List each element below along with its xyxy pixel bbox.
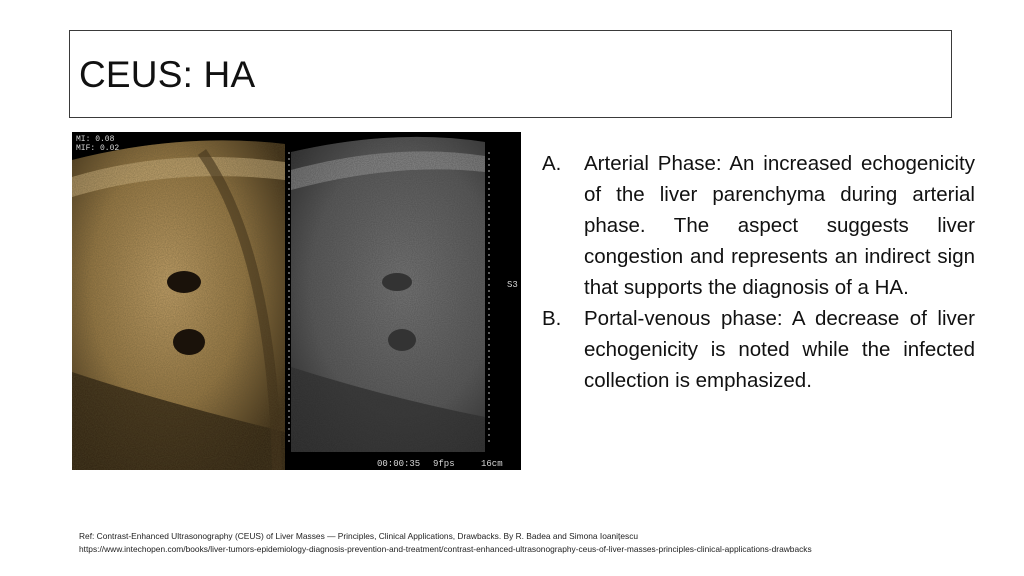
arterial-phase-pane — [72, 132, 285, 470]
reference-citation: Ref: Contrast-Enhanced Ultrasonography (CEUS) of Liver Masses — Principles, Clinical Applications, Drawbacks. By R. Badea and Simona Ioanițescu — [79, 531, 639, 541]
list-item-portal-venous-phase — [542, 303, 975, 396]
arterial-phase-scan — [72, 132, 285, 470]
list-marker: B. — [542, 307, 562, 330]
phase-description-list — [542, 148, 975, 396]
slide-title: CEUS: HA — [79, 54, 256, 95]
mif-label: MIF: 0.02 — [76, 144, 120, 153]
portal-venous-pane — [285, 132, 521, 470]
list-item-text: Portal-venous phase: A decrease of liver echogenicity is noted while the infected collection is emphasized. — [584, 307, 975, 392]
depth-label: 16cm — [481, 459, 503, 469]
reference-url[interactable]: https://www.intechopen.com/books/liver-tumors-epidemiology-diagnosis-prevention-and-treatment/contrast-enhanced-ultrasonography-ceus-of-liver-masses-principles-clinical-applications-drawbacks — [79, 544, 812, 554]
scan-marker: S3 — [507, 280, 518, 290]
portal-venous-scan — [285, 132, 521, 470]
mi-label: MI: 0.08 — [76, 135, 115, 144]
title-box — [69, 30, 952, 118]
reference-footer — [79, 530, 812, 556]
list-marker: A. — [542, 152, 562, 175]
list-item-arterial-phase — [542, 148, 975, 303]
list-item-text: Arterial Phase: An increased echogenicity of the liver parenchyma during arterial phase. The aspect suggests liver congestion and represents an indirect sign that supports the diagnosis of a HA. — [584, 152, 975, 299]
time-label: 00:00:35 — [377, 459, 421, 469]
ultrasound-image — [72, 132, 521, 470]
fps-label: 9fps — [433, 459, 455, 469]
